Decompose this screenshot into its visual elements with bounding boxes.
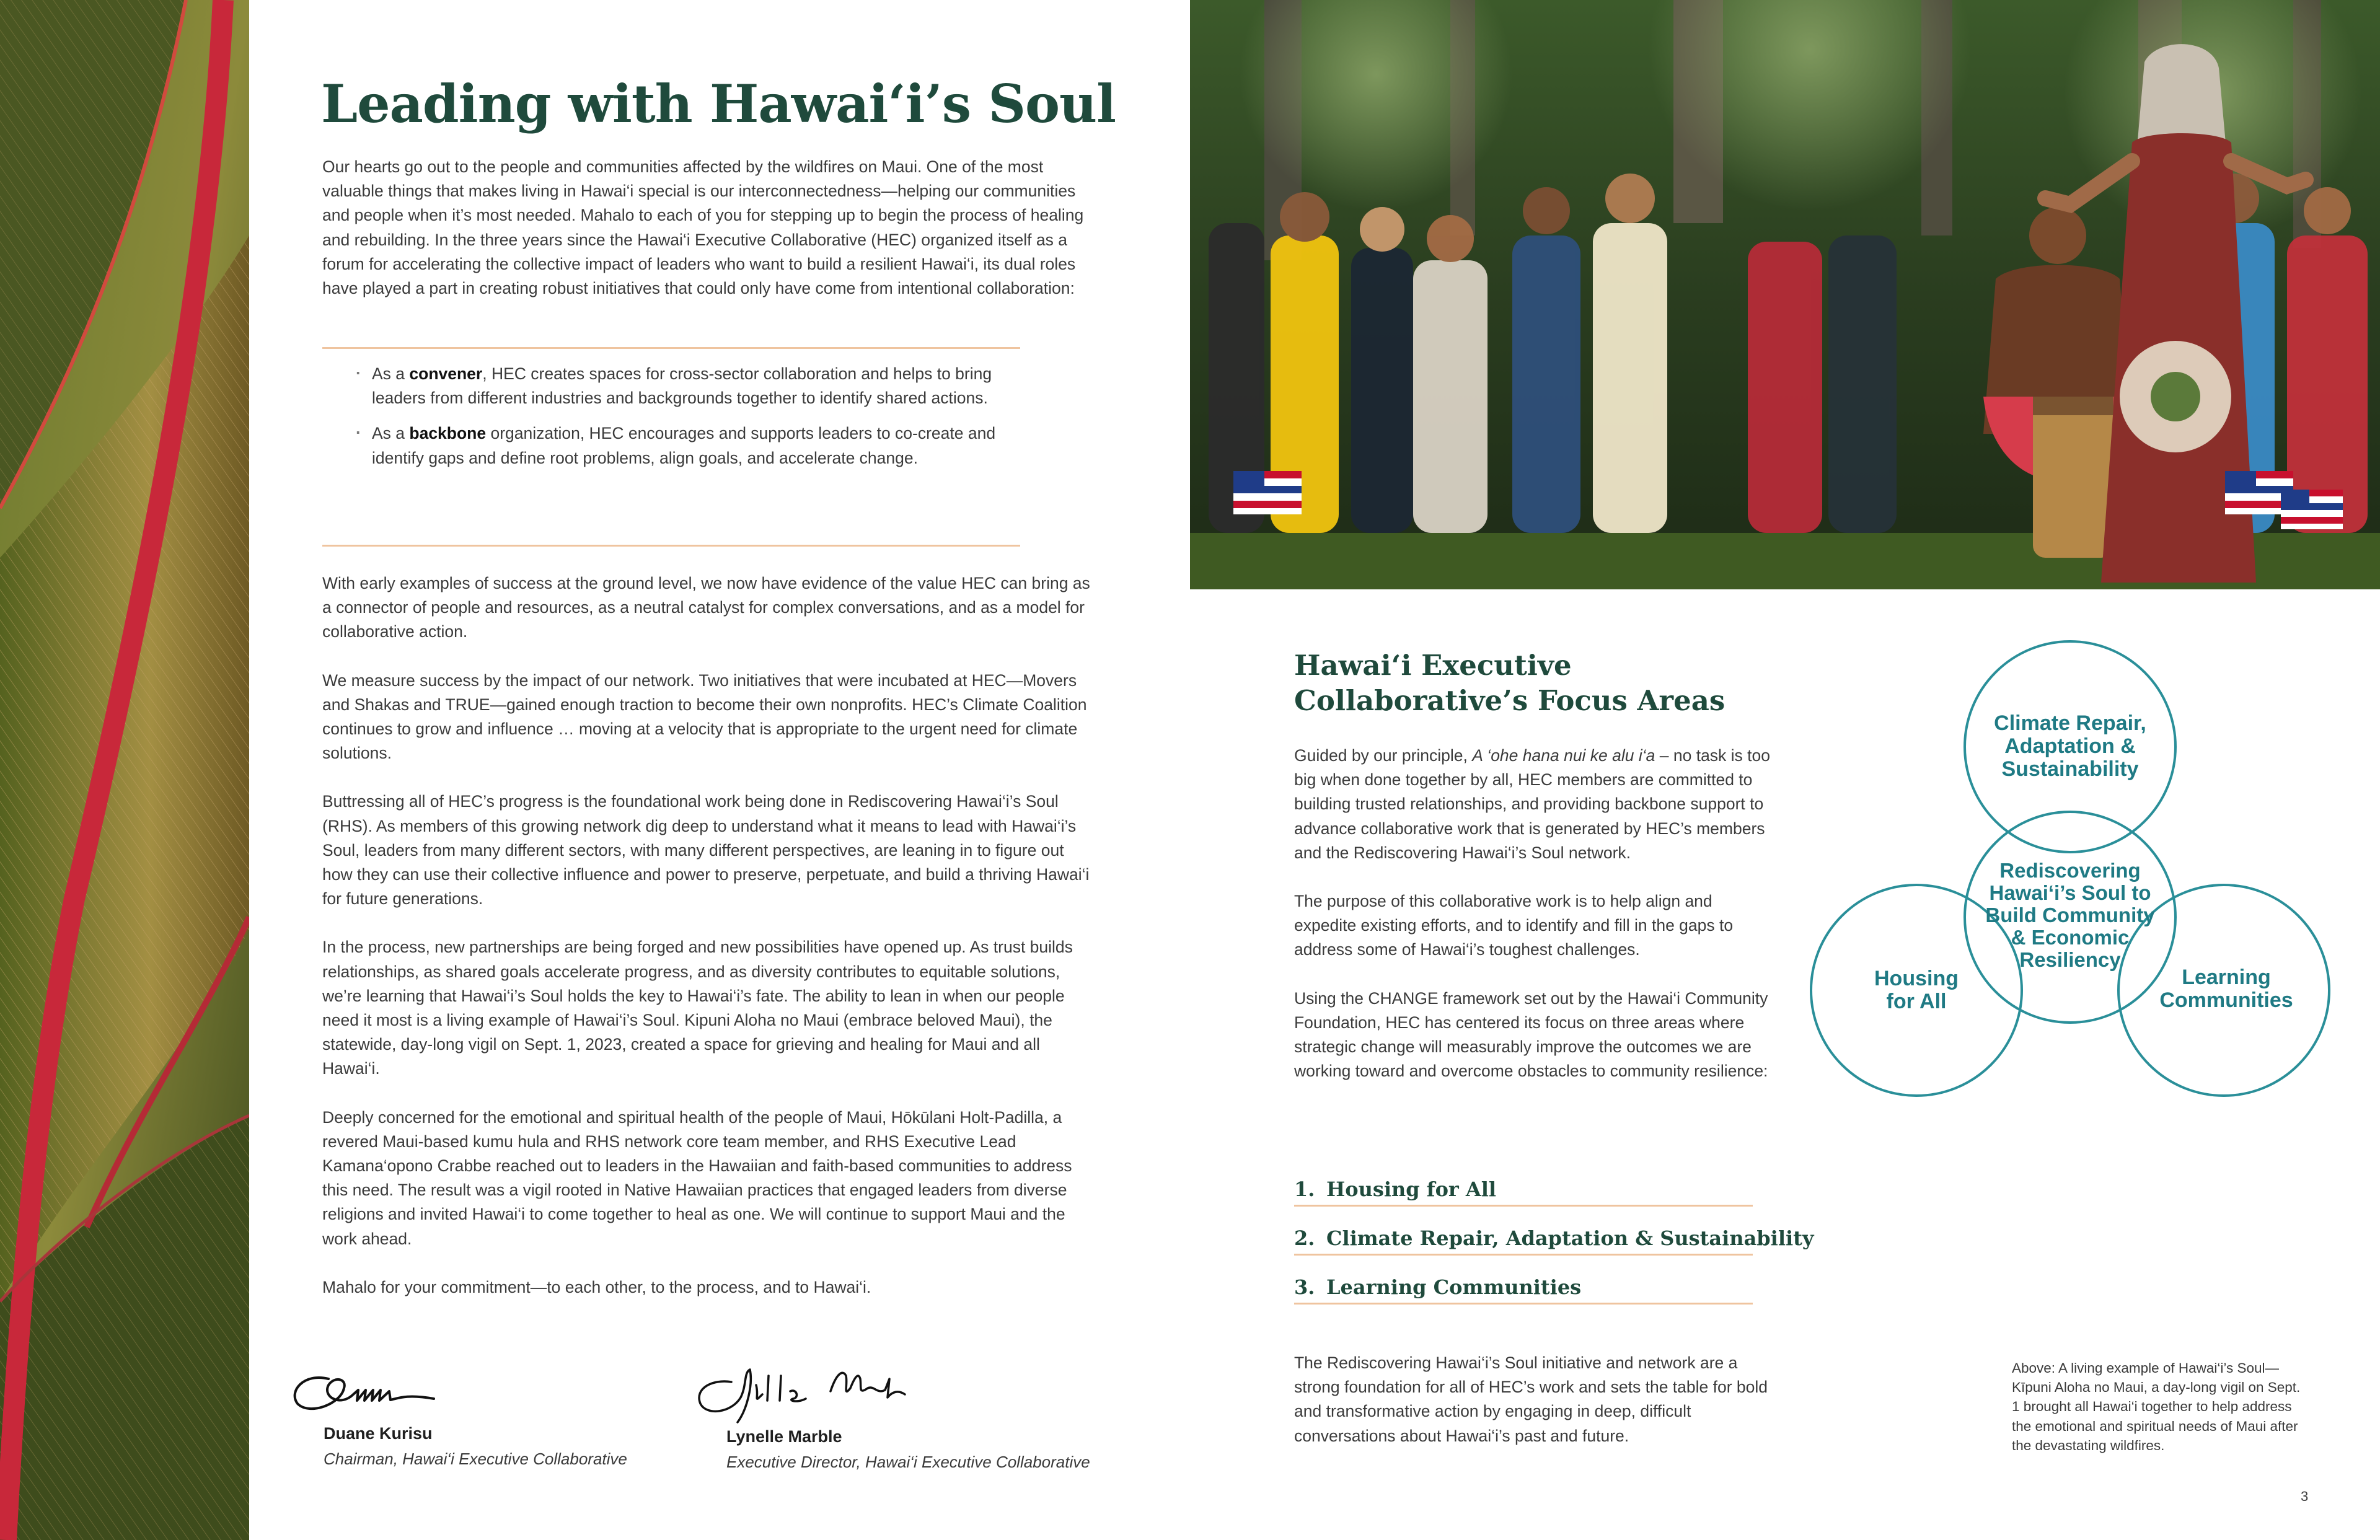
focus-item-housing: 1. Housing for All [1294,1177,1753,1207]
tropical-leaf-image [0,0,249,1540]
signer-role-lynelle: Executive Director, Hawai‘i Executive Collaborative [726,1453,1090,1471]
focus-areas-venn-diagram [1810,638,2330,1109]
intro-text: Our hearts go out to the people and communities affected by the wildfires on Maui. One of the most valuable things that makes living in Hawai‘i special is our interconnectedness—helping our communities and people when it’s most needed. Mahalo to each of you for stepping up to begin the process of healing and rebuilding. In the three years since the Hawai‘i Executive Collaborative (HEC) organized itself as a forum for accelerating the collective impact of leaders who want to build a resilient Hawai‘i, its dual roles have played a part in creating robust initiatives that could only have come from intentional collaboration: [322,157,1084,298]
leaf-photo-strip [0,0,249,1540]
roles-list [352,362,1021,482]
venn-label-learning-1: Learning [2182,966,2271,989]
paragraph-success: With early examples of success at the ground level, we now have evidence of the value HEC can bring as a connector of people and resources, as a neutral catalyst for complex conversations, and as a model for collaborative action. [322,574,1090,641]
venn-label-learning-2: Communities [2159,988,2293,1012]
paragraph-partnerships: In the process, new partnerships are being forged and new possibilities have opened up. As trust builds relationships, as shared goals accelerate progress, and as diversity contributes to equitable solutions, we’re learning that Hawai‘i’s Soul holds the key to Hawai‘i’s fate. The ability to lean in when our people need it most is a living example of Hawai‘i’s Soul. Kipuni Aloha no Maui (embrace beloved Maui), the statewide, day-long vigil on Sept. 1, 2023, created a space for grieving and healing for Maui and all Hawai‘i. [322,938,1073,1078]
bullet-backbone: · As a backbone organization, HEC encourages and supports leaders to co-create and identify gaps and define root problems, align goals, and accelerate change. [352,421,1021,470]
divider-bottom [322,545,1020,547]
venn-label-housing-1: Housing [1874,967,1959,990]
venn-label-center-1: Rediscovering [1999,859,2141,882]
principle-quote: A ‘ohe hana nui ke alu i‘a [1472,746,1655,765]
focus-body [1294,744,1778,1107]
paragraph-concern: Deeply concerned for the emotional and spiritual health of the people of Maui, Hōkūlani Holt-Padilla, a revered Maui-based kumu hula and RHS network core team member, and RHS Executive Lead Kamana‘opono Crabbe reached out to leaders in the Hawaiian and faith-based communities to address this need. The result was a vigil rooted in Native Hawaiian practices that engaged leaders from diverse religions and invited Hawai‘i to come together to heal as one. We will continue to support Maui and the work ahead. [322,1107,1072,1248]
principle-paragraph: Guided by our principle, A ‘ohe hana nui ke alu i‘a – no task is too big when done together by all, HEC members are committed to building trusted relationships, and providing backbone support to advance collaborative work that is generated by HEC’s members and the Rediscovering Hawai‘i’s Soul network. [1294,746,1771,862]
change-paragraph: Using the CHANGE framework set out by the Hawai‘i Community Foundation, HEC has centered its focus on three areas where strategic change will measurably improve the outcomes we are working toward and overcome obstacles to community resilience: [1294,988,1768,1081]
paragraph-measure: We measure success by the impact of our network. Two initiatives that were incubated at HEC—Movers and Shakas and TRUE—gained enough traction to become their own nonprofits. HEC’s Climate Coalition continues to grow and influence … moving at a velocity that is appropriate to the urgent need for climate solutions. [322,671,1087,763]
venn-label-climate-2: Adaptation & [2004,734,2136,758]
body-paragraphs [322,571,1091,1324]
vigil-photo-illustration [1190,0,2380,589]
signer-role-duane: Chairman, Hawai‘i Executive Collaborative [324,1450,627,1468]
vigil-photo [1190,0,2380,589]
venn-label-center-2: Hawai‘i’s Soul to [1989,881,2151,904]
signer-name-duane: Duane Kurisu [324,1424,433,1443]
focus-item-climate: 2. Climate Repair, Adaptation & Sustainability [1294,1226,1753,1256]
venn-label-center-3: Build Community [1985,904,2155,926]
signer-name-lynelle: Lynelle Marble [726,1427,842,1446]
focus-areas-title: Hawai‘i Executive Collaborative’s Focus Areas [1294,649,1726,717]
venn-label-center-5: Resiliency [2019,948,2121,971]
bullet-convener: · As a convener, HEC creates spaces for cross-sector collaboration and helps to bring leaders from different industries and backgrounds together to identify shared actions. [352,362,1021,410]
page-number: 3 [2301,1489,2309,1504]
venn-label-center-4: & Economic [2011,926,2130,949]
paragraph-mahalo: Mahalo for your commitment—to each other, to the process, and to Hawai‘i. [322,1277,871,1296]
purpose-paragraph: The purpose of this collaborative work is to help align and expedite existing efforts, and to identify and fill in the gaps to address some of Hawai‘i’s toughest challenges. [1294,892,1734,959]
photo-caption: Above: A living example of Hawai‘i’s Soul—Kīpuni Aloha no Maui, a day-long vigil on Sept. 1 brought all Hawai‘i together to help address the emotional and spiritual needs of Maui after the devastating wildfires. [2012,1360,2301,1453]
signature-duane-kurisu [285,1360,446,1419]
keyword-convener: convener [409,364,483,383]
page-title: Leading with Hawai‘i’s Soul [321,73,1116,134]
signature-lynelle-marble [688,1360,948,1428]
intro-paragraph [322,155,1085,325]
divider-top [322,347,1020,349]
venn-label-climate-1: Climate Repair, [1994,711,2146,735]
closing-paragraph [1294,1351,1778,1472]
keyword-backbone: backbone [409,424,487,443]
venn-label-climate-3: Sustainability [2001,757,2139,781]
paragraph-buttressing: Buttressing all of HEC’s progress is the foundational work being done in Rediscovering Hawai‘i’s Soul (RHS). As members of this growing network dig deep to understand what it means to lead with Hawai‘i’s Soul, leaders from many different sectors, with many different perspectives, are leaning in to figure out how they can use their collective influence and power to preserve, perpetuate, and build a thriving Hawai‘i for future generations. [322,792,1090,909]
focus-item-learning: 3. Learning Communities [1294,1275,1753,1305]
closing-text: The Rediscovering Hawai‘i’s Soul initiative and network are a strong foundation for all of HEC’s work and sets the table for bold and transformative action by engaging in deep, difficult conversations about Hawai‘i’s past and future. [1294,1353,1768,1445]
venn-label-housing-2: for All [1886,990,1947,1013]
